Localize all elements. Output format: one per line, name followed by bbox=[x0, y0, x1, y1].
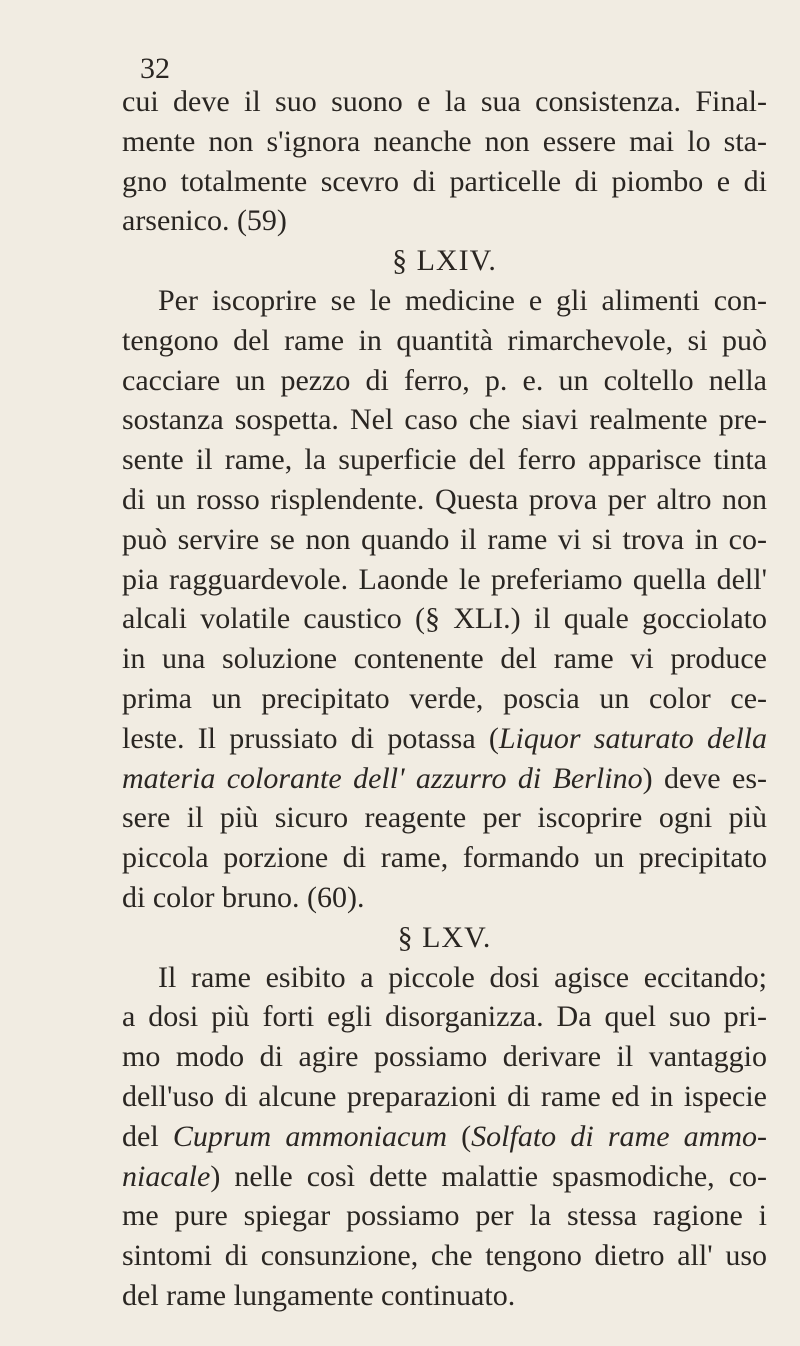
page-number: 32 bbox=[140, 52, 170, 85]
text-line: tengono del rame in quantità rimarchevole, si può bbox=[122, 323, 767, 357]
text-line: cacciare un pezzo di ferro, p. e. un coltello nella bbox=[122, 363, 767, 397]
text-line: me pure spiegar possiamo per la stessa ragione i bbox=[122, 1199, 767, 1233]
text-line bbox=[122, 1117, 767, 1157]
text-line: di un rosso risplendente. Questa prova per altro non bbox=[122, 482, 767, 516]
body-text bbox=[122, 82, 767, 1316]
text-line: sintomi di consunzione, che tengono dietro all' uso bbox=[122, 1239, 767, 1273]
text-line: a dosi più forti egli disorganizza. Da quel suo pri- bbox=[122, 1000, 767, 1034]
text-line: può servire se non quando il rame vi si trova in co- bbox=[122, 522, 767, 556]
text-line: prima un precipitato verde, poscia un color ce- bbox=[122, 681, 767, 715]
text-run: ( bbox=[447, 1119, 472, 1153]
text-line: dell'uso di alcune preparazioni di rame ed in ispecie bbox=[122, 1079, 767, 1113]
text-line: in una soluzione contenente del rame vi produce bbox=[122, 642, 767, 676]
text-line: del rame lungamente continuato. bbox=[122, 1278, 516, 1312]
text-line: piccola porzione di rame, formando un precipitato bbox=[122, 841, 767, 875]
text-line bbox=[122, 759, 767, 799]
italic-term: niacale bbox=[122, 1159, 211, 1193]
text-line: alcali volatile caustico (§ XLI.) il quale gocciolato bbox=[122, 602, 767, 636]
text-line: gno totalmente scevro di particelle di piombo e di bbox=[122, 164, 767, 198]
italic-term: Cuprum ammoniacum bbox=[172, 1119, 447, 1153]
text-line: sente il rame, la superficie del ferro apparisce tinta bbox=[122, 443, 767, 477]
text-line: mente non s'ignora neanche non essere mai lo sta- bbox=[122, 124, 767, 158]
text-line: sostanza sospetta. Nel caso che siavi realmente pre- bbox=[122, 403, 767, 437]
section-heading-lxiv: § LXIV. bbox=[392, 244, 497, 278]
italic-title: materia colorante dell' azzurro di Berlino bbox=[122, 761, 643, 795]
text-run: ) nelle così dette malattie spasmodiche, co- bbox=[210, 1159, 767, 1193]
text-line: Il rame esibito a piccole dosi agisce eccitando; bbox=[158, 960, 767, 994]
italic-term: Solfato di rame ammo- bbox=[471, 1119, 767, 1153]
text-run: leste. Il prussiato di potassa ( bbox=[122, 721, 499, 755]
text-line: sere il più sicuro reagente per iscoprire ogni più bbox=[122, 801, 767, 835]
text-line: arsenico. (59) bbox=[122, 204, 287, 238]
text-line: cui deve il suo suono e la sua consistenza. Final- bbox=[122, 85, 767, 118]
italic-title: Liquor saturato della bbox=[498, 721, 767, 755]
text-line: di color bruno. (60). bbox=[122, 880, 365, 914]
text-line: pia ragguardevole. Laonde le preferiamo quella dell' bbox=[122, 562, 767, 596]
text-line: Per iscoprire se le medicine e gli alimenti con- bbox=[158, 283, 767, 317]
text-run: ) deve es- bbox=[642, 761, 768, 795]
text-line: mo modo di agire possiamo derivare il vantaggio bbox=[122, 1040, 767, 1074]
text-line bbox=[122, 1157, 767, 1197]
section-heading-lxv: § LXV. bbox=[397, 920, 492, 954]
text-line bbox=[122, 719, 767, 759]
text-run: del bbox=[122, 1119, 173, 1153]
